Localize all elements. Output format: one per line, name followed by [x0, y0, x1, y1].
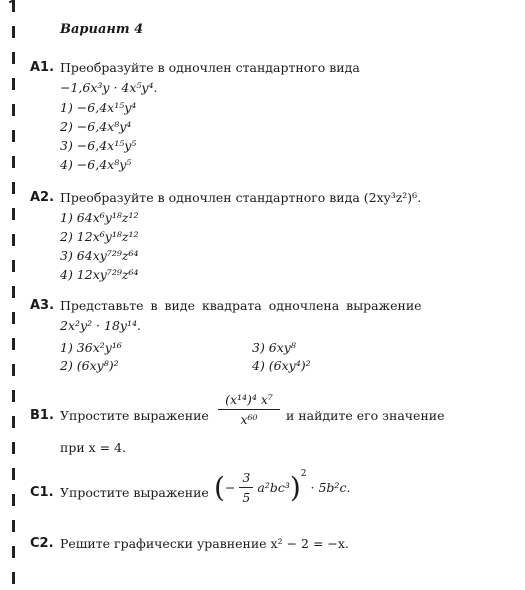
- task-a2-option-2: 2) 12x⁶y¹⁸z¹²: [60, 229, 139, 244]
- task-c1-frac-num: 3: [239, 470, 253, 488]
- task-b1-label: В1.: [30, 408, 54, 423]
- task-b1-denominator: x⁶⁰: [240, 412, 258, 427]
- task-a2-text: Преобразуйте в одночлен стандартного вида (2xy³z²)⁶.: [60, 190, 422, 205]
- task-a1-text: Преобразуйте в одночлен стандартного вида: [60, 60, 360, 75]
- task-c1-expression: ( − $\frac{3}{5}$ a²bc³ ) 2 · 5b²c.: [214, 469, 351, 505]
- task-c1-frac-den: 5: [242, 490, 251, 505]
- task-a1-option-1: 1) −6,4x¹⁵y⁴: [60, 100, 137, 115]
- task-a2-option-1: 1) 64x⁶y¹⁸z¹²: [60, 210, 139, 225]
- task-c1-inner: a²bc³: [257, 480, 290, 495]
- task-c2-label: С2.: [30, 536, 54, 551]
- task-a1-option-2: 2) −6,4x⁸y⁴: [60, 119, 132, 134]
- left-paren: (: [214, 470, 225, 504]
- task-a3-label: А3.: [30, 298, 55, 313]
- task-a1-expression: −1,6x³y · 4x⁵y⁴.: [60, 80, 158, 95]
- task-b1-text-after: и найдите его значение: [286, 408, 445, 423]
- corner-mark: [9, 0, 17, 9]
- task-a2-label: А2.: [30, 190, 55, 205]
- task-c1-fraction: [239, 470, 253, 505]
- task-a3-expression: 2x²y² · 18y¹⁴.: [60, 318, 141, 333]
- task-a3-option-1: 1) 36x²y¹⁶: [60, 340, 122, 355]
- task-b1-fraction: [218, 392, 280, 427]
- variant-title: Вариант 4: [60, 22, 144, 37]
- task-a1-option-3: 3) −6,4x¹⁵y⁵: [60, 138, 137, 153]
- task-b1-text-before: Упростите выражение: [60, 408, 209, 423]
- task-b1-numerator: (x¹⁴)⁴ x⁷: [218, 392, 280, 410]
- task-c1-tail: · 5b²c.: [310, 480, 351, 495]
- task-b1-line2: при x = 4.: [60, 440, 127, 455]
- task-a3-option-2: 2) (6xy⁸)²: [60, 358, 119, 373]
- task-a2-option-3: 3) 64xy⁷²⁹z⁶⁴: [60, 248, 139, 263]
- task-c1-label: С1.: [30, 485, 54, 500]
- task-a2-option-4: 4) 12xy⁷²⁹z⁶⁴: [60, 267, 139, 282]
- task-a1-option-4: 4) −6,4x⁸y⁵: [60, 157, 132, 172]
- right-paren: ): [289, 470, 301, 504]
- task-a3-option-4: 4) (6xy⁴)²: [252, 358, 311, 373]
- cut-line: [12, 0, 15, 590]
- task-a3-text: Представьте в виде квадрата одночлена выражение: [60, 298, 422, 313]
- task-c1-text-before: Упростите выражение: [60, 485, 209, 500]
- task-c2-text: Решите графически уравнение x² − 2 = −x.: [60, 536, 349, 551]
- task-a1-label: А1.: [30, 60, 55, 75]
- task-a3-option-3: 3) 6xy⁸: [252, 340, 296, 355]
